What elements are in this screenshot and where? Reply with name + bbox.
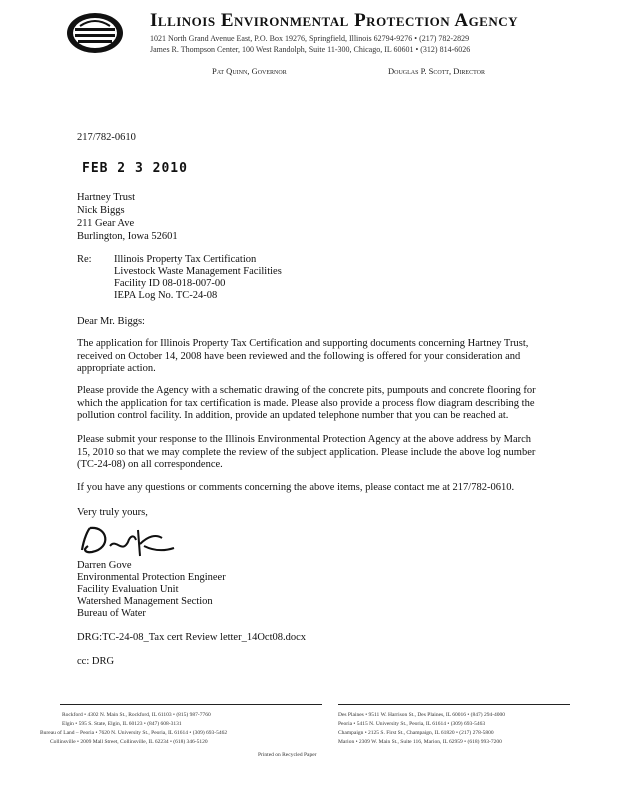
recycled-paper-note: Printed on Recycled Paper	[258, 752, 317, 758]
director-name: Douglas P. Scott, Director	[388, 66, 485, 76]
recipient-line-4: Burlington, Iowa 52601	[77, 231, 178, 242]
re-line-3: Facility ID 08-018-007-00	[114, 278, 226, 289]
footer-right-line-1: Des Plaines • 9511 W. Harrison St., Des Plaines, IL 60016 • (847) 294-4000	[338, 712, 506, 718]
paragraph-4: If you have any questions or comments concerning the above items, please contact me at 217/782-0610.	[77, 482, 515, 493]
footer-left-line-1: Rockford • 4302 N. Main St., Rockford, IL 61103 • (815) 987-7760	[62, 712, 211, 718]
agency-seal-logo	[66, 12, 124, 54]
address-line-2: James R. Thompson Center, 100 West Randolph, Suite 11-300, Chicago, IL 60601 • (312) 814-6026	[150, 45, 471, 54]
salutation: Dear Mr. Biggs:	[77, 316, 145, 327]
agency-name: Illinois Environmental Protection Agency	[150, 10, 519, 31]
signer-title: Environmental Protection Engineer	[77, 572, 226, 583]
re-line-2: Livestock Waste Management Facilities	[114, 266, 282, 277]
recipient-line-2: Nick Biggs	[77, 205, 125, 216]
footer-divider-right	[338, 704, 570, 705]
recipient-line-3: 211 Gear Ave	[77, 218, 135, 229]
file-reference: DRG:TC-24-08_Tax cert Review letter_14Oct08.docx	[77, 632, 307, 643]
date-stamp: FEB 2 3 2010	[82, 161, 188, 176]
paragraph-1: The application for Illinois Property Tax Certification and supporting documents concerning Hartney Trust, received on October 14, 2008 have been reviewed and the following is offered for your consideration and appropriate action.	[77, 338, 529, 374]
footer-right-line-3: Champaign • 2125 S. First St., Champaign, IL 61820 • (217) 278-5800	[338, 730, 494, 736]
re-line-1: Illinois Property Tax Certification	[114, 254, 257, 265]
handwritten-signature	[78, 520, 178, 562]
signer-section: Watershed Management Section	[77, 596, 213, 607]
recipient-line-1: Hartney Trust	[77, 192, 136, 203]
address-line-1: 1021 North Grand Avenue East, P.O. Box 19276, Springfield, Illinois 62794-9276 • (217) 782-2829	[150, 34, 470, 43]
footer-right-line-4: Marion • 2309 W. Main St., Suite 116, Marion, IL 62959 • (618) 993-7200	[338, 739, 502, 745]
re-label: Re:	[77, 254, 92, 265]
cc-line: cc: DRG	[77, 656, 115, 667]
governor-name: Pat Quinn, Governor	[212, 66, 287, 76]
footer-left-line-3: Bureau of Land – Peoria • 7620 N. University St., Peoria, IL 61614 • (309) 693-5462	[40, 730, 228, 736]
signer-unit: Facility Evaluation Unit	[77, 584, 179, 595]
phone-reference: 217/782-0610	[77, 132, 136, 143]
re-line-4: IEPA Log No. TC-24-08	[114, 290, 218, 301]
signer-name: Darren Gove	[77, 560, 132, 571]
closing: Very truly yours,	[77, 507, 148, 518]
footer-right-line-2: Peoria • 5415 N. University St., Peoria, IL 61614 • (309) 693-5463	[338, 721, 486, 727]
footer-left-line-4: Collinsville • 2009 Mall Street, Collinsville, IL 62234 • (618) 346-5120	[50, 739, 208, 745]
signer-bureau: Bureau of Water	[77, 608, 146, 619]
paragraph-2: Please provide the Agency with a schematic drawing of the concrete pits, pumpouts and concrete flooring for which the application for tax certification is made. Please also provide a process flow diagram describing the pollution control facility. In addition, provide an updated telephone number that you can be reached at.	[77, 385, 536, 421]
paragraph-3: Please submit your response to the Illinois Environmental Protection Agency at the above address by March 15, 2010 so that we may complete the review of the subject application. Please include the above log number (TC-24-08) on all correspondence.	[77, 434, 536, 470]
footer-left-line-2: Elgin • 595 S. State, Elgin, IL 60123 • (847) 608-3131	[62, 721, 182, 727]
footer-divider-left	[60, 704, 322, 705]
